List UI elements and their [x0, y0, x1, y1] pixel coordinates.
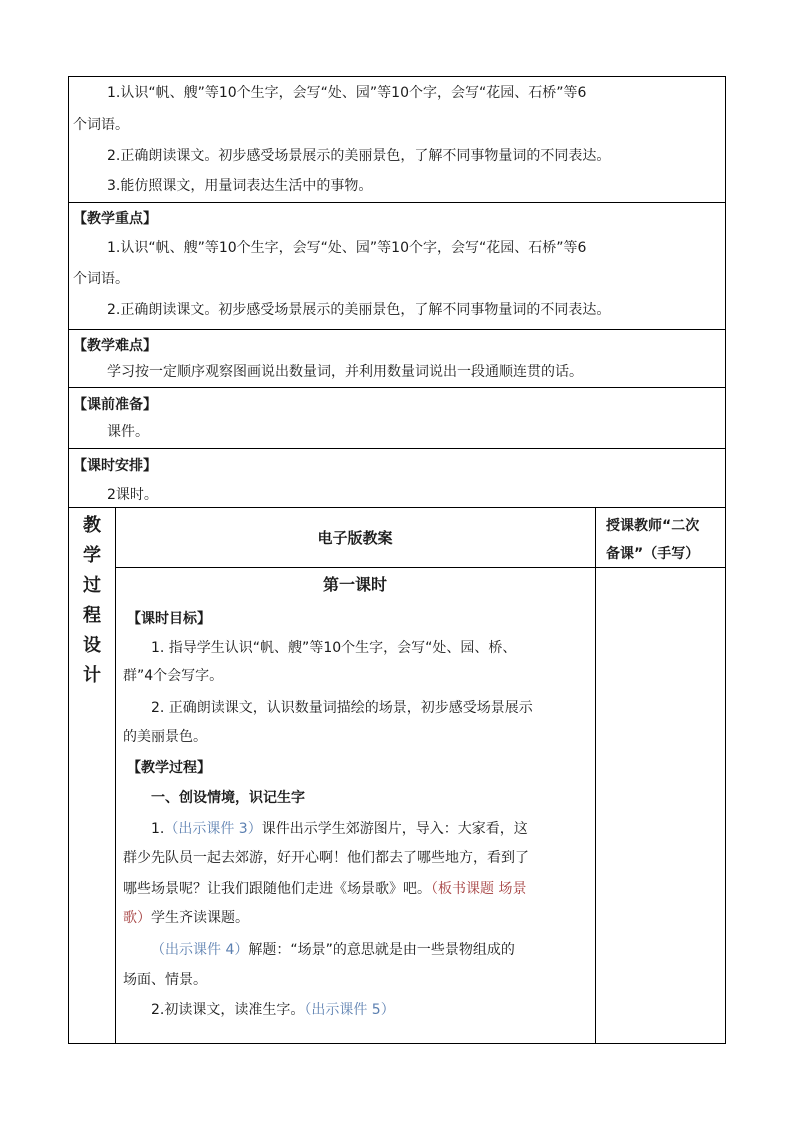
process-side-label: [69, 508, 116, 1043]
goal-line-3: 3.能仿照课文，用量词表达生活中的事物。: [107, 178, 373, 194]
difficulty-text: 学习按一定顺序观察图画说出数量词，并利用数量词说出一段通顺连贯的话。: [107, 364, 583, 380]
goal-line-2: 2.正确朗读课文。初步感受场景展示的美丽景色，了解不同事物量词的不同表达。: [107, 148, 611, 164]
p1-board-title-tag: （板书课题 场景: [431, 881, 527, 897]
key-point-line-1b: 个词语。: [73, 271, 129, 287]
prep-heading: 【课前准备】: [73, 397, 157, 413]
p3-text-a: 2.初读课文，读准生字。: [151, 1002, 305, 1018]
p2-text-a: 解题：“场景”的意思就是由一些景物组成的: [248, 942, 515, 958]
difficulty-section: [69, 330, 725, 388]
difficulty-heading: 【教学难点】: [73, 338, 157, 354]
lesson-plan-table: [68, 76, 726, 1044]
notes-column: [595, 508, 725, 1043]
key-point-line-1: 1.认识“帆、艘”等10个生字，会写“处、园”等10个字，会写“花园、石桥”等6: [107, 240, 587, 256]
prep-section: [69, 388, 725, 449]
schedule-section: [69, 449, 725, 508]
key-points-section: [69, 203, 725, 330]
side-char-6: 计: [83, 665, 101, 686]
notes-header-bottom-border: [595, 567, 725, 568]
p1-text-d: 学生齐读课题。: [151, 910, 249, 926]
p1-board-title-tag-end: 歌）: [123, 910, 151, 926]
paragraph-1-line-d: [123, 908, 249, 928]
p1-text-a: 课件出示学生郊游图片，导入：大家看，这: [261, 821, 528, 837]
main-column-header: [115, 508, 595, 568]
lesson-goal-2b: 的美丽景色。: [123, 729, 207, 745]
schedule-heading: 【课时安排】: [73, 458, 157, 474]
step-1-heading: 一、创设情境，识记生字: [151, 790, 305, 806]
lesson-goal-2a: 2. 正确朗读课文，认识数量词描绘的场景，初步感受场景展示: [151, 700, 533, 716]
notes-header-line-2: 备课”（手写）: [606, 546, 700, 562]
paragraph-1-line-a: [151, 819, 528, 839]
side-char-4: 程: [83, 605, 101, 626]
lesson-title: 第一课时: [322, 575, 387, 594]
key-points-heading: 【教学重点】: [73, 211, 157, 227]
main-content: [115, 567, 595, 1043]
paragraph-1-line-c: [123, 879, 526, 899]
side-char-1: 教: [83, 515, 101, 536]
p3-courseware-tag: （出示课件 5）: [304, 1002, 395, 1018]
paragraph-3-line-a: [151, 1000, 395, 1020]
paragraph-2-line-a: [151, 940, 515, 960]
main-header-title: 电子版教案: [317, 529, 393, 547]
prep-text: 课件。: [107, 424, 149, 440]
paragraph-2-line-b: 场面、情景。: [123, 972, 207, 988]
p1-text-c: 哪些场景呢？让我们跟随他们走进《场景歌》吧。: [123, 881, 431, 897]
paragraph-1-line-b: 群少先队员一起去郊游，好开心啊！他们都去了哪些地方，看到了: [123, 850, 529, 866]
p2-courseware-tag: （出示课件 4）: [151, 942, 249, 958]
lesson-goal-heading: 【课时目标】: [127, 611, 211, 627]
p1-number: 1.: [151, 821, 165, 837]
process-heading: 【教学过程】: [127, 760, 211, 776]
schedule-text: 2课时。: [107, 487, 158, 503]
side-char-5: 设: [83, 635, 101, 656]
goal-line-1: 1.认识“帆、艘”等10个生字，会写“处、园”等10个字，会写“花园、石桥”等6: [107, 85, 587, 101]
p1-courseware-tag: （出示课件 3）: [164, 821, 262, 837]
side-char-2: 学: [83, 545, 101, 566]
goal-line-1b: 个词语。: [73, 117, 129, 133]
teaching-goals-section: [69, 77, 725, 203]
lesson-goal-1a: 1. 指导学生认识“帆、艘”等10个生字，会写“处、园、桥、: [151, 640, 517, 656]
key-point-line-2: 2.正确朗读课文。初步感受场景展示的美丽景色，了解不同事物量词的不同表达。: [107, 302, 611, 318]
side-char-3: 过: [83, 575, 101, 596]
notes-header-line-1: 授课教师“二次: [606, 518, 700, 534]
lesson-goal-1b: 群”4个会写字。: [123, 668, 224, 684]
teaching-process-section: [69, 508, 725, 1043]
